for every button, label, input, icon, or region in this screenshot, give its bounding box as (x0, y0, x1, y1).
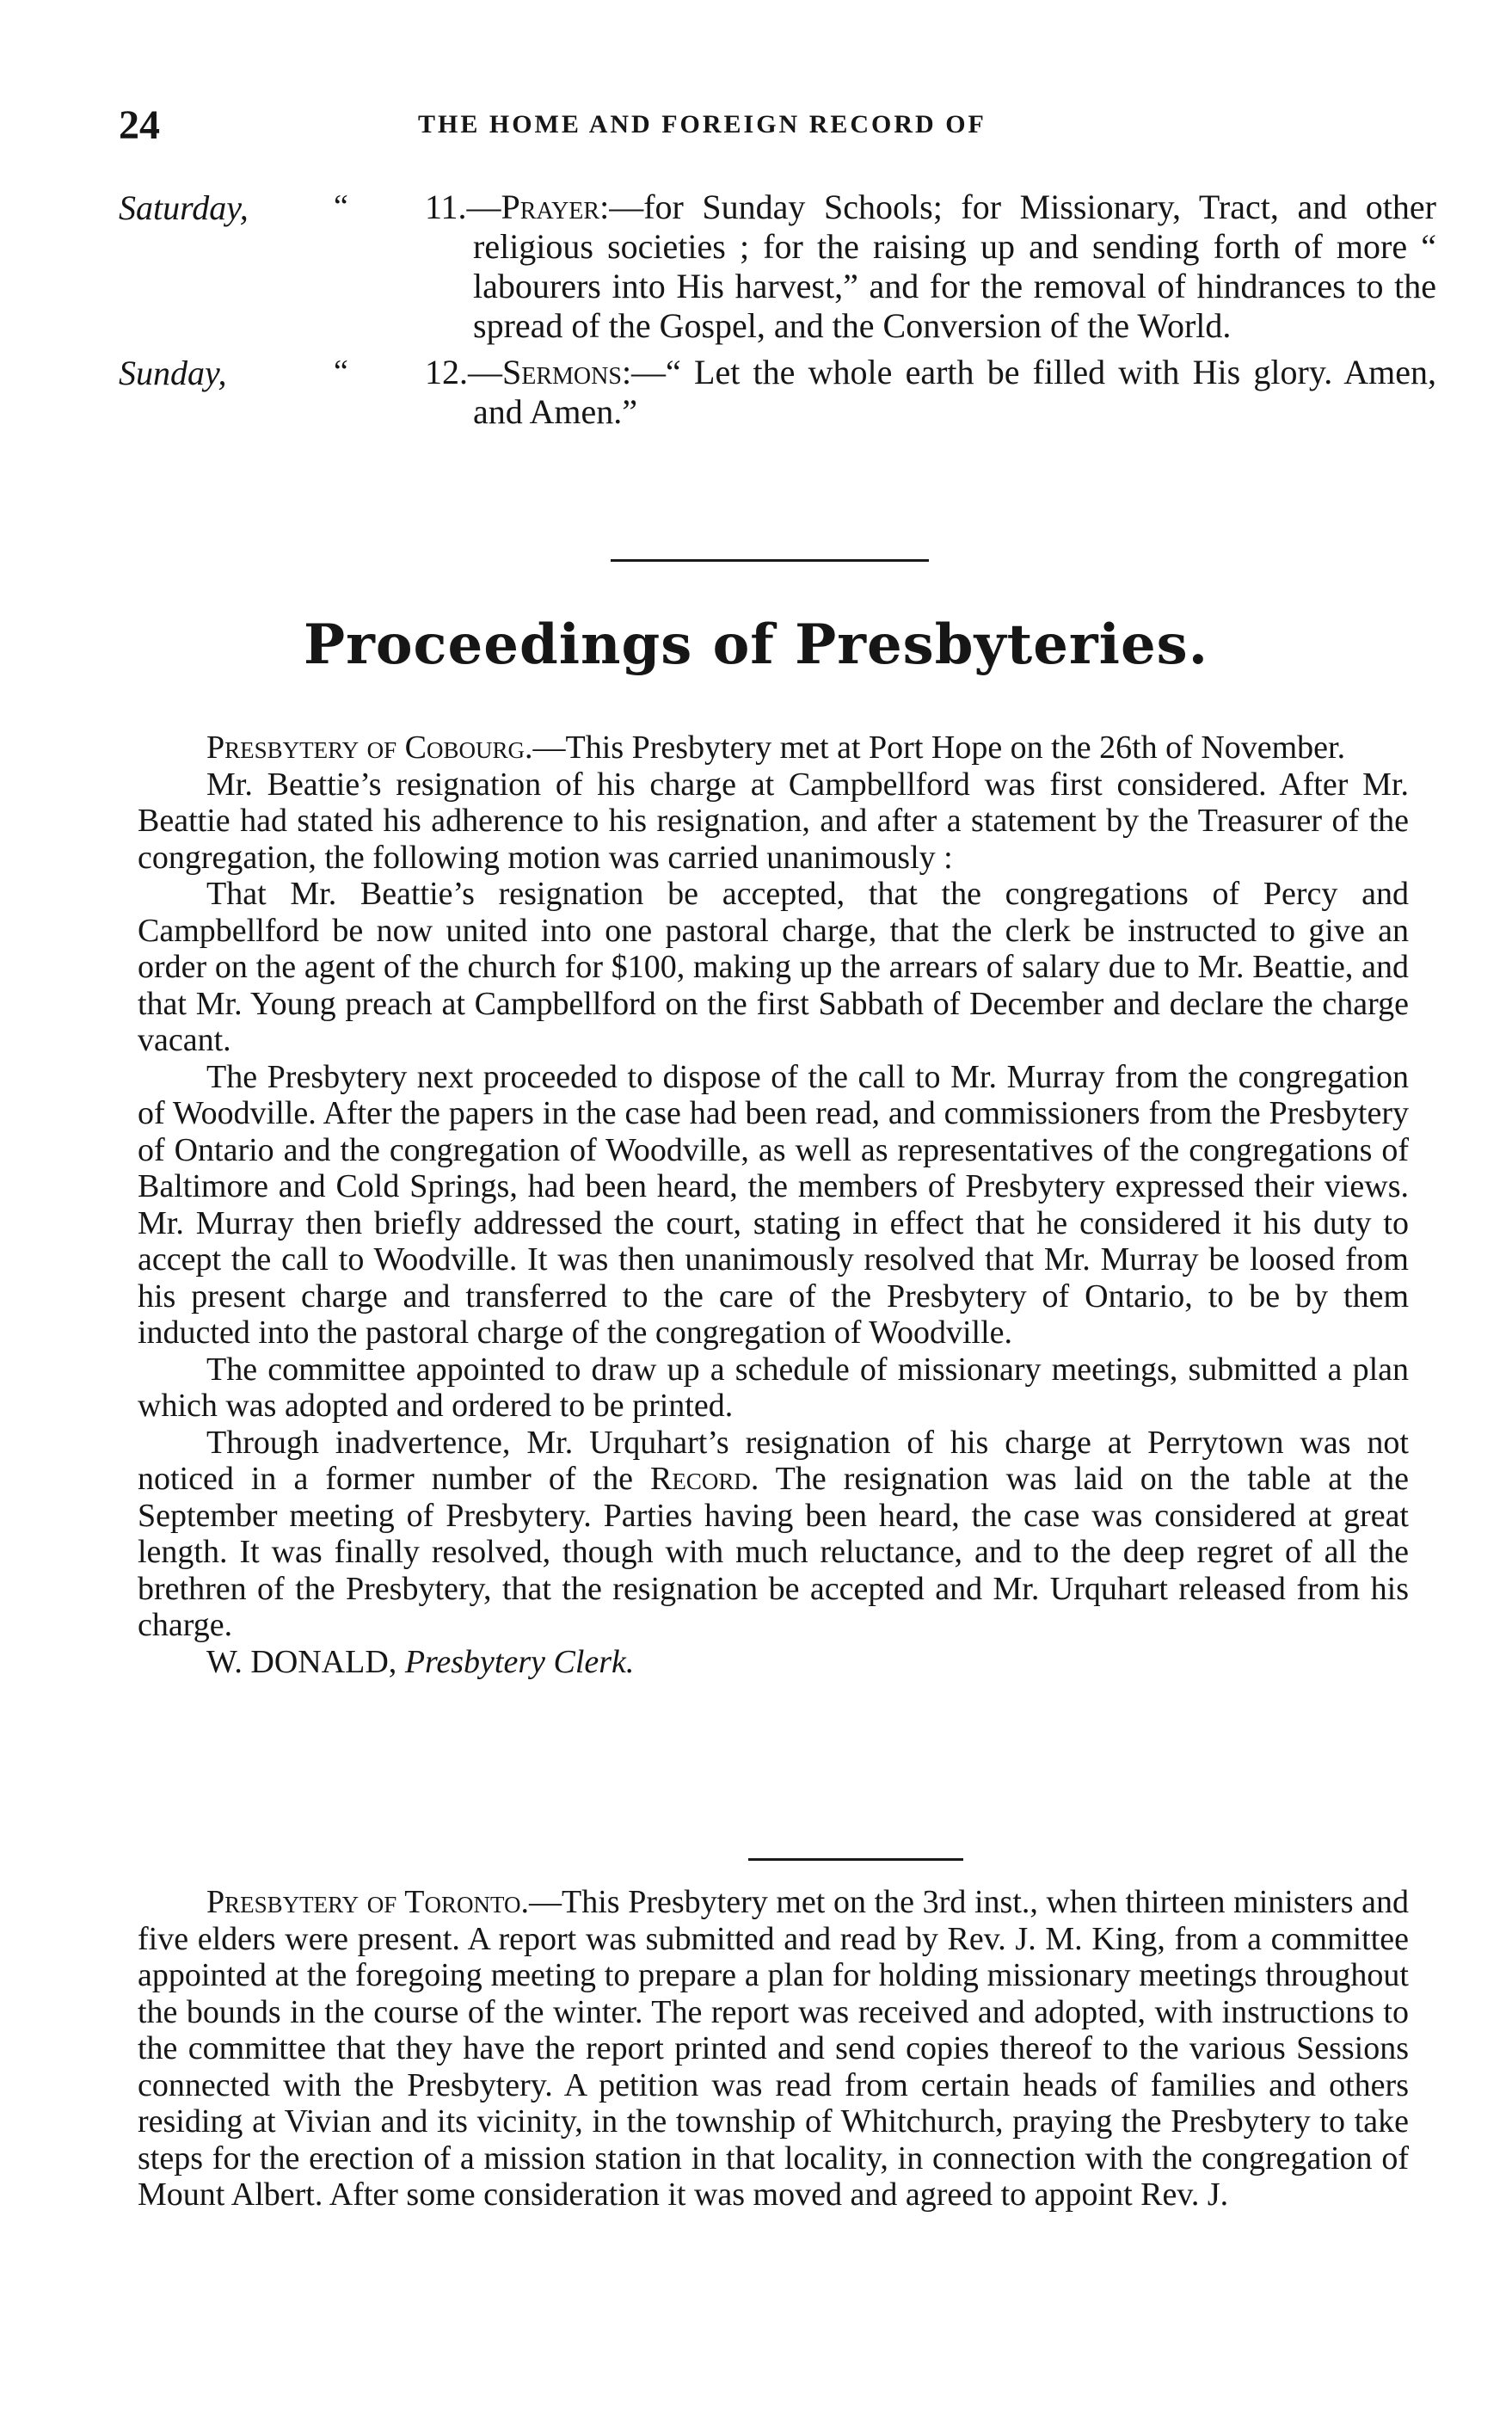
report-heading: Presbytery of Toronto. (206, 1884, 529, 1920)
schedule-entry (119, 188, 1436, 346)
report-paragraph: That Mr. Beattie’s resignation be accepted, that the congregations of Percy and Campbellford be now united into one pastoral charge, that the clerk be instructed to give an order on the agent of the church for $100, making up the arrears of salary due to Mr. Beattie, and that Mr. Young preach at Campbellford on the first Sabbath of December and declare the charge vacant. (138, 876, 1409, 1058)
schedule-body: :—for Sunday Schools; for Missionary, Tract, and other religious societies ; for the raising up and sending forth of more “ labourers into His harvest,” and for the removal of hindrances to the spread of the Gospel, and the Conversion of the World. (473, 188, 1436, 345)
prayer-schedule (119, 188, 1436, 439)
report-paragraph: Mr. Beattie’s resignation of his charge at Campbellford was first considered. After Mr. Beattie had stated his adherence to his resignation, and after a statement by the Treasurer of the congregation, the following motion was carried unanimously : (138, 766, 1409, 876)
running-title: THE HOME AND FOREIGN RECORD OF (418, 110, 986, 139)
report-paragraph (138, 1884, 1409, 2213)
schedule-number: 12.— (425, 353, 502, 391)
report-paragraph: The Presbytery next proceeded to dispose of the call to Mr. Murray from the congregation of Woodville. After the papers in the case had been read, and commissioners from the Presbytery of Ontario and the congregation of Woodville, as well as representatives of the congregations of Baltimore and Cold Springs, had been heard, the members of Presbytery expressed their views. Mr. Murray then briefly addressed the court, stating in effect that he considered it his duty to accept the call to Woodville. It was then unanimously resolved that Mr. Murray be loosed from his present charge and transferred to the care of the Presbytery of Ontario, to be by them inducted into the pastoral charge of the congregation of Woodville. (138, 1058, 1409, 1351)
signature (138, 1644, 1409, 1681)
toronto-report (138, 1884, 1409, 2213)
report-intro: —This Presbytery met at Port Hope on the 26th of November. (532, 730, 1346, 766)
urquhart-text-start: Through inadvertence, Mr. Urquhart’s resignation of his charge at Perrytown was not noticed in a former number of the (138, 1424, 1409, 1497)
schedule-entry (119, 353, 1436, 432)
schedule-text (425, 188, 1436, 346)
schedule-day: Sunday, (119, 354, 227, 392)
signature-name: W. DONALD, (206, 1643, 397, 1680)
ditto-mark: “ (334, 354, 348, 390)
report-body: —This Presbytery met on the 3rd inst., when thirteen ministers and five elders were present. A report was submitted and read by Rev. J. M. King, from a committee appointed at the foregoing meeting to prepare a plan for holding missionary meetings throughout the bounds in the course of the winter. The report was received and adopted, with instructions to the committee that they have the report printed and send copies thereof to the various Sessions connected with the Presbytery. A petition was read from certain heads of families and others residing at Vivian and its vicinity, in the township of Whitchurch, praying the Presbytery to take steps for the erection of a mission station in that locality, in connection with the congregation of Mount Albert. After some consideration it was moved and agreed to appoint Rev. J. (138, 1884, 1409, 2213)
record-name: Record (649, 1461, 751, 1497)
running-head (119, 102, 1409, 153)
report-paragraph (138, 1425, 1409, 1644)
schedule-heading: Sermons (502, 353, 622, 391)
urquhart-text-end: . The resignation was laid on the table at the September meeting of Presbytery. Parties having been heard, the case was considered at great length. It was finally resolved, though with much reluctance, and to the deep regret of all the brethren of the Presbytery, that the resignation be accepted and Mr. Urquhart released from his charge. (138, 1461, 1409, 1643)
report-heading: Presbytery of Cobourg. (206, 730, 533, 766)
schedule-text (425, 353, 1436, 432)
cobourg-report (138, 730, 1409, 1680)
signature-role: Presbytery Clerk. (404, 1643, 635, 1680)
report-paragraph (138, 730, 1409, 767)
page-number: 24 (119, 102, 160, 148)
report-paragraph: The committee appointed to draw up a schedule of missionary meetings, submitted a plan which was adopted and ordered to be printed. (138, 1351, 1409, 1424)
schedule-number: 11.— (425, 188, 501, 226)
section-divider (748, 1858, 963, 1861)
schedule-day: Saturday, (119, 188, 249, 227)
ditto-mark: “ (334, 188, 348, 225)
section-divider (611, 559, 929, 562)
schedule-heading: Prayer (501, 188, 600, 226)
section-title: Proceedings of Presbyteries. (304, 613, 1208, 677)
schedule-body: :—“ Let the whole earth be filled with His glory. Amen, and Amen.” (473, 353, 1436, 431)
